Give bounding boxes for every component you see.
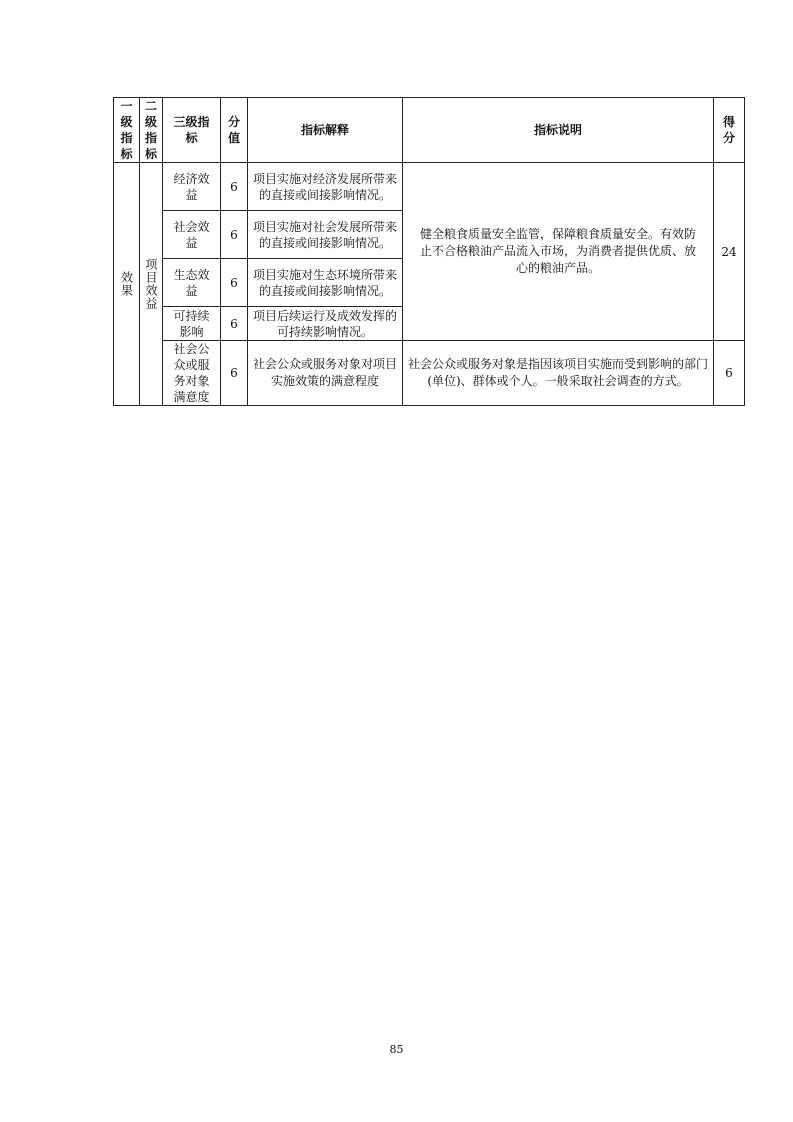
header-level3: 三级指标 <box>163 98 221 163</box>
indicator-explanation: 社会公众或服务对象对项目实施效策的满意程度 <box>248 341 403 406</box>
indicator-description: 社会公众或服务对象是指因该项目实施而受到影响的部门(单位)、群体或个人。一般采取社会调查的方式。 <box>403 341 714 406</box>
indicator-score: 6 <box>221 341 248 406</box>
level2-project-benefit: 项目效益 <box>140 163 163 406</box>
indicator-name: 生态效益 <box>163 259 221 307</box>
indicator-score: 6 <box>221 211 248 259</box>
indicator-points: 6 <box>714 341 745 406</box>
table-row <box>114 163 745 211</box>
header-level1: 一级指标 <box>114 98 140 163</box>
indicator-explanation: 项目实施对社会发展所带来的直接或间接影响情况。 <box>248 211 403 259</box>
indicator-score: 6 <box>221 307 248 341</box>
indicator-name: 经济效益 <box>163 163 221 211</box>
merged-points: 24 <box>714 163 745 341</box>
header-explanation: 指标解释 <box>248 98 403 163</box>
indicator-score: 6 <box>221 259 248 307</box>
page-number: 85 <box>389 1043 404 1056</box>
indicator-name: 社会效益 <box>163 211 221 259</box>
indicator-name: 可持续影响 <box>163 307 221 341</box>
level1-effect: 效果 <box>114 163 140 406</box>
indicator-table <box>113 97 745 406</box>
table-row <box>114 341 745 406</box>
indicator-name: 社会公众或服务对象满意度 <box>163 341 221 406</box>
indicator-explanation: 项目实施对经济发展所带来的直接或间接影响情况。 <box>248 163 403 211</box>
table-header-row <box>114 98 745 163</box>
header-points: 得分 <box>714 98 745 163</box>
indicator-score: 6 <box>221 163 248 211</box>
indicator-explanation: 项目实施对生态环境所带来的直接或间接影响情况。 <box>248 259 403 307</box>
header-score: 分值 <box>221 98 248 163</box>
header-level2: 二级指标 <box>140 98 163 163</box>
indicator-explanation: 项目后续运行及成效发挥的可持续影响情况。 <box>248 307 403 341</box>
header-description: 指标说明 <box>403 98 714 163</box>
merged-description: 健全粮食质量安全监管，保障粮食质量安全。有效防止不合格粮油产品流入市场，为消费者提供优质、放心的粮油产品。 <box>403 163 714 341</box>
